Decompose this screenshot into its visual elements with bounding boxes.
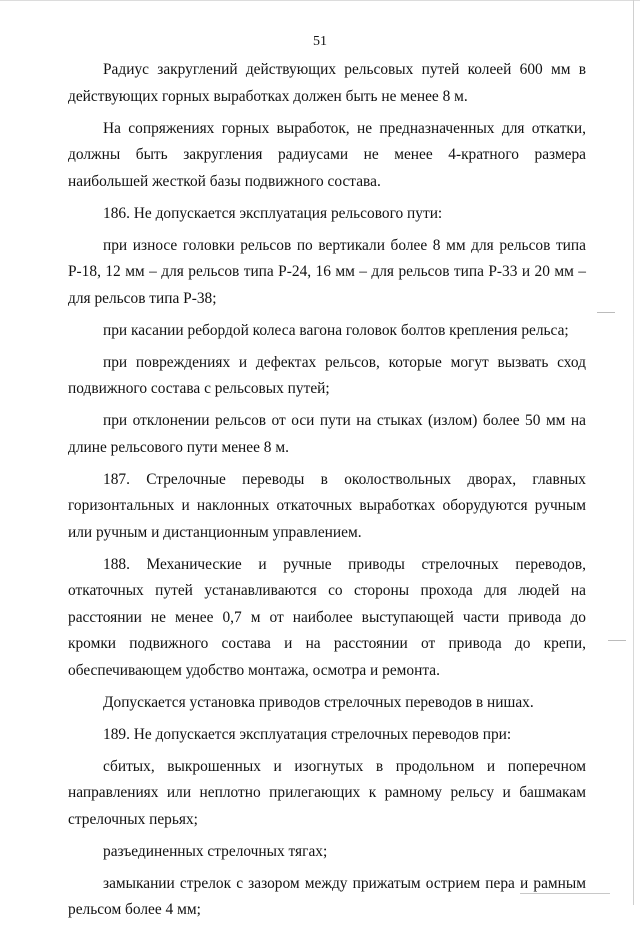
paragraph-189-rods: разъединенных стрелочных тягах; [103, 842, 328, 860]
paragraph-187: 187. Стрелочные переводы в околоствольных дворах, главных горизонтальных и наклонных откаточных выработках оборудуются ручным или ручным и дистанционным управлением. [68, 470, 586, 541]
paragraph-186-deviation: при отклонении рельсов от оси пути на стыках (излом) более 50 мм на длине рельсового пути менее 8 м. [68, 412, 586, 456]
paragraph-junctions: На сопряжениях горных выработок, не предназначенных для откатки, должны быть закругления радиусами не менее 4-кратного размера наибольшей жесткой базы подвижного состава. [68, 119, 586, 190]
paragraph-189-points: сбитых, выкрошенных и изогнутых в продольном и поперечном направлениях или неплотно прилегающих к рамному рельсу и башмакам стрелочных перьях; [68, 757, 586, 828]
paragraph-189-gap: замыкании стрелок с зазором между прижатым острием пера и рамным рельсом более 4 мм; [68, 874, 586, 918]
document-body [68, 57, 586, 929]
paragraph-curve-radius: Радиус закруглений действующих рельсовых путей колеей 600 мм в действующих горных выработках должен быть не менее 8 м. [68, 61, 586, 105]
paragraph-186-flange: при касании ребордой колеса вагона головок болтов крепления рельса; [103, 321, 569, 339]
scan-top-edge [0, 0, 640, 1]
paragraph-188: 188. Механические и ручные приводы стрелочных переводов, откаточных путей устанавливаются со стороны прохода для людей на расстоянии не менее 0,7 м от наиболее выступающей части привода до кромки подвижного состава и на расстоянии от привода до крепи, обеспечивающем удобство монтажа, осмотра и ремонта. [68, 555, 586, 679]
scan-artifact-mark [608, 640, 626, 641]
paragraph-189-heading: 189. Не допускается эксплуатация стрелочных переводов при: [103, 725, 512, 743]
paragraph-188-niches: Допускается установка приводов стрелочных переводов в нишах. [103, 693, 534, 711]
scan-right-edge [633, 0, 634, 905]
paragraph-186-heading: 186. Не допускается эксплуатация рельсового пути: [103, 204, 443, 222]
page-number: 51 [313, 34, 327, 49]
scan-artifact-mark [597, 312, 615, 313]
paragraph-186-wear: при износе головки рельсов по вертикали более 8 мм для рельсов типа Р-18, 12 мм – для рельсов типа Р-24, 16 мм – для рельсов типа Р-33 и 20 мм – для рельсов типа Р-38; [68, 236, 586, 307]
paragraph-186-defects: при повреждениях и дефектах рельсов, которые могут вызвать сход подвижного состава с рельсовых путей; [68, 353, 586, 397]
